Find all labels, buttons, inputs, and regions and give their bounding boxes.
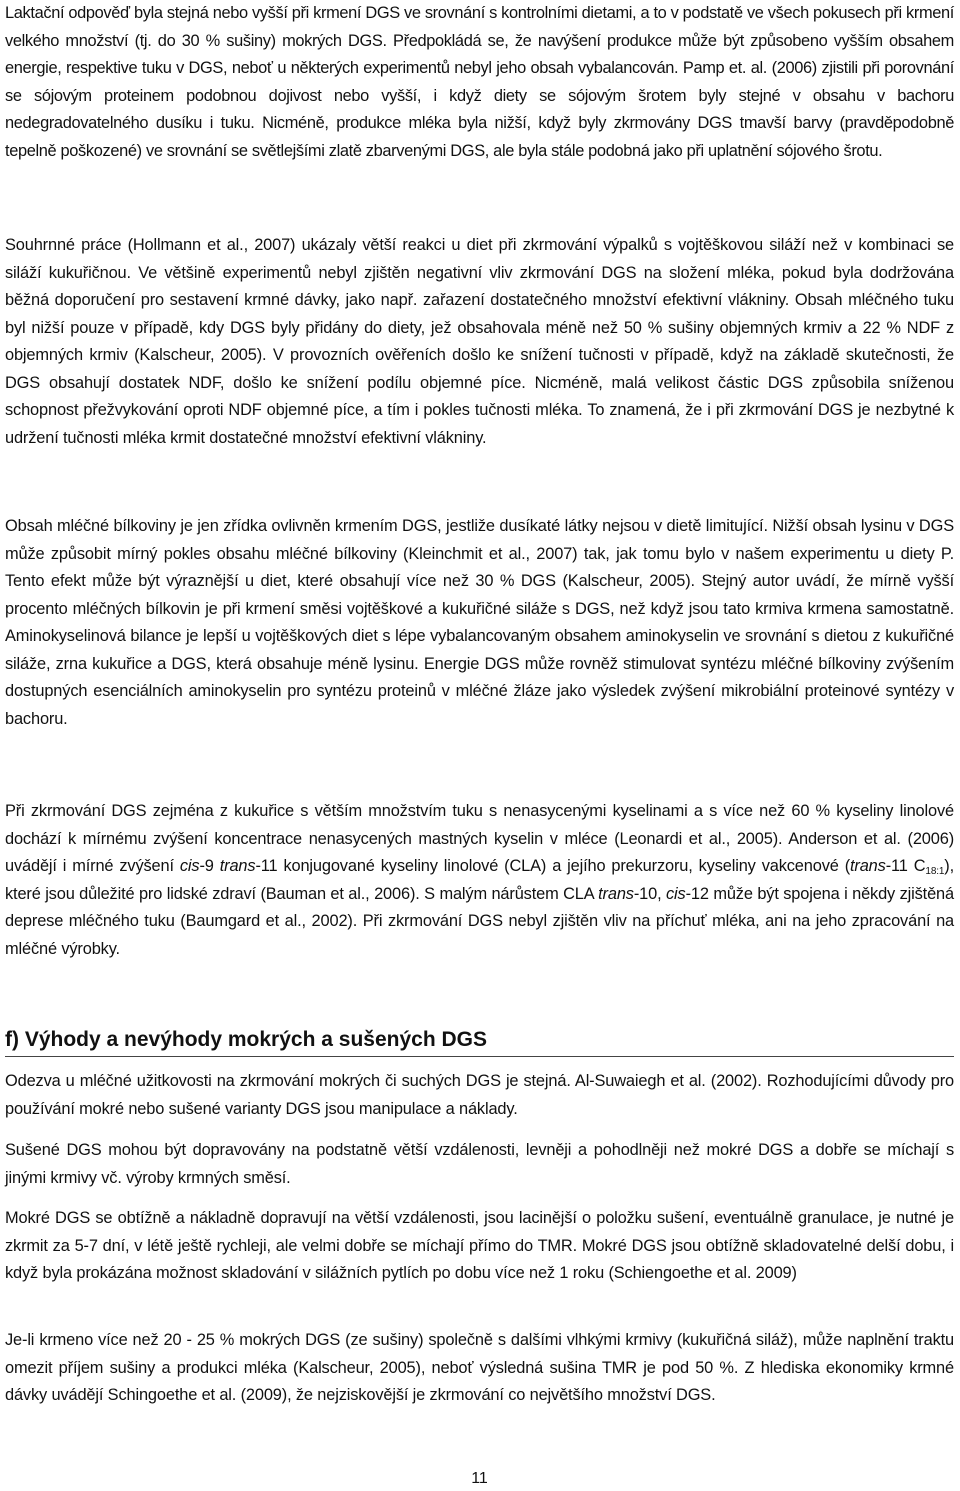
text-segment: -10, (633, 884, 666, 903)
italic-trans: trans (850, 857, 886, 875)
italic-cis: cis (666, 884, 686, 903)
italic-trans: trans (219, 857, 256, 875)
section-heading: f) Výhody a nevýhody mokrých a sušených DGS (5, 1028, 487, 1051)
paragraph-wet-dgs: Mokré DGS se obtížně a nákladně dopravují na větší vzdálenosti, jsou lacinější o položku sušení, eventuálně granulace, je nutné je zkrmit za 5-7 dní, v létě ještě rychleji, ale velmi dobře se míchají přímo do TMR. Mokré DGS jsou obtížně skladovatelné delší dobu, i když byla prokázána možnost skladování v silážních pytlích po dobu více než 1 roku (Schiengoethe et al. 2009) (5, 1209, 954, 1282)
paragraph-summary-works: Souhrnné práce (Hollmann et al., 2007) ukázaly větší reakci u diet při zkrmování výpalků s vojtěškovou siláží než v kombinaci se siláží kukuřičnou. Ve většině experimentů nebyl zjištěn negativní vliv zkrmování DGS na složení mléka, pokud byla dodržována běžná doporučení pro sestavení krmné dávky, jako např. zařazení dostatečného množství efektivní vlákniny. Obsah mléčného tuku byl nižší pouze v případě, kdy DGS byly přidány do diety, jež obsahovala méně než 50 % sušiny objemných krmiv a 22 % NDF z objemných krmiv (Kalscheur, 2005). V provozních ověřeních došlo ke snížení tučnosti v případě, když na základě skutečnosti, že DGS obsahují dostatek NDF, došlo ke snížení podílu objemné píce. Nicméně, malá velikost částic DGS způsobila sníženou schopnost přežvykování oproti NDF objemné píce, a tím i pokles tučnosti mléka. To znamená, že i při zkrmování DGS je nezbytné k udržení tučnosti mléka krmit dostatečné množství efektivní vlákniny. (5, 236, 954, 447)
document-page (5, 0, 954, 1491)
heading-underline (5, 1056, 954, 1057)
paragraph-feeding-limit: Je-li krmeno více než 20 - 25 % mokrých DGS (ze sušiny) společně s dalšími vlhkými krmivy (kukuřičná siláž), může naplnění traktu omezit příjem sušiny a produkci mléka (Kalscheur, 2005), neboť výsledná sušina TMR je pod 50 %. Z hlediska ekonomiky krmné dávky uvádějí Schingoethe et al. (2009), že nejziskovější je zkrmování co největšího množství DGS. (5, 1331, 954, 1404)
paragraph-milk-protein: Obsah mléčné bílkoviny je jen zřídka ovlivněn krmením DGS, jestliže dusíkaté látky nejsou v dietě limitující. Nižší obsah lysinu v DGS může způsobit mírný pokles obsahu mléčné bílkoviny (Kleinchmit et al., 2007) tak, jak tomu bylo v našem experimentu u diety P. Tento efekt může být výraznější u diet, které obsahují více než 30 % DGS (Kalscheur, 2005). Stejný autor uvádí, že mírně vyšší procento mléčných bílkovin je při krmení směsi vojtěškové a kukuřičné siláže s DGS, než když jsou tato krmiva krmena samostatně. Aminokyselinová bilance je lepší u vojtěškových diet s lépe vybalancovaným obsahem aminokyselin ve srovnání s dietou z kukuřičné siláže, zrna kukuřice a DGS, která obsahuje méně lysinu. Energie DGS může rovněž stimulovat syntézu mléčné bílkoviny zvýšením dostupných esenciálních aminokyselin pro syntézu proteinů v mléčné žláze jako výsledek zvýšení mikrobiální proteinové syntézy v bachoru. (5, 517, 954, 728)
subscript-18-1: 18:1 (925, 866, 945, 877)
page-number: 11 (471, 1470, 488, 1487)
paragraph-response-equal: Odezva u mléčné užitkovosti na zkrmování mokrých či suchých DGS je stejná. Al-Suwaiegh et al. (2002). Rozhodujícími důvody pro používání mokré nebo sušené varianty DGS jsou manipulace a náklady. (5, 1072, 954, 1118)
italic-cis: cis (179, 857, 200, 875)
text-segment: -11 konjugované kyseliny linolové (CLA) a jejího prekurzoru, kyseliny vakcenové ( (255, 857, 850, 875)
italic-trans: trans (598, 884, 634, 903)
paragraph-lactation-response: Laktační odpověď byla stejná nebo vyšší při krmení DGS ve srovnání s kontrolními dietami, a to v podstatě ve všech pokusech při krmení velkého množství (tj. do 30 % sušiny) mokrých DGS. Předpokládá se, že navýšení produkce může být způsobeno vyšším obsahem energie, respektive tuku v DGS, neboť u některých experimentů nebyl jeho obsah vybalancován. Pamp et. al. (2006) zjistili při porovnání se sójovým proteinem podobnou dojivost nebo vyšší, i když diety se sójovým šrotem byly stejné v obsahu v bachoru nedegradovatelného dusíku i tuku. Nicméně, produkce mléka byla nižší, když byly zkrmovány DGS tmavší barvy (pravděpodobně tepelně poškozené) ve srovnání se světlejšími zlatě zbarvenými DGS, ale byla stále podobná jako při uplatnění sójového šrotu. (5, 4, 954, 160)
paragraph-dried-dgs: Sušené DGS mohou být dopravovány na podstatně větší vzdálenosti, levněji a pohodlněji než mokré DGS a dobře se míchají s jinými krmivy vč. výroby krmných směsí. (5, 1141, 954, 1187)
text-segment: -12 může být spojena i někdy zjištěná deprese mléčného tuku (Baumgard et al., 2002). Při zkrmování DGS nebyl zjištěn vliv na příchuť mléka, ani na jeho zpracování na mléčné výrobky. (5, 884, 954, 958)
paragraph-fatty-acids (5, 798, 954, 963)
text-segment: Při zkrmování DGS zejména z kukuřice s větším množstvím tuku s nenasycenými kyselinami a s více než 60 % kyseliny linolové dochází k mírnému zvýšení koncentrace nenasycených mastných kyselin v mléce (Leonardi et al., 2005). Anderson et al. (2006) uvádějí i mírné zvýšení (5, 802, 954, 875)
text-segment: -9 (199, 857, 220, 875)
text-segment: -11 C (885, 857, 926, 875)
text-segment: ), které jsou důležité pro lidské zdraví (Bauman et al., 2006). S malým nárůstem CLA (5, 857, 954, 903)
